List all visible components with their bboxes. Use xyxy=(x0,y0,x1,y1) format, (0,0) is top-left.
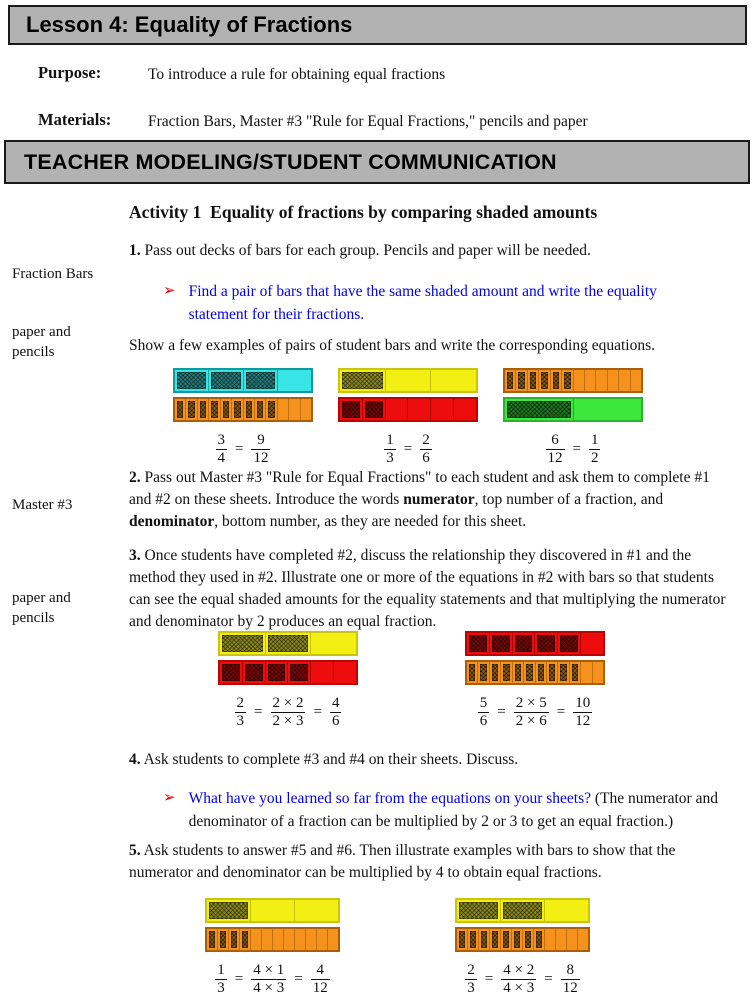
activity-title: Activity 1 Equality of fractions by comparing shaded amounts xyxy=(129,202,598,222)
text-segment: Ask students to answer #5 and #6. Then illustrate examples with bars to show that the numerator and denominator can be multiplied by 4 to obtain equal fractions. xyxy=(129,842,676,881)
bar-cell xyxy=(278,399,289,420)
purpose-text: To introduce a rule for obtaining equal fractions xyxy=(148,66,446,83)
bar-cell xyxy=(593,662,603,683)
denominator: 12 xyxy=(547,450,563,467)
yellow-fraction-bar xyxy=(205,898,340,923)
denominator: 3 xyxy=(236,713,245,730)
fraction-bar-pair xyxy=(465,631,605,731)
fraction xyxy=(420,432,432,468)
step-2 xyxy=(129,467,729,533)
bar-cell xyxy=(284,929,295,950)
bar-cell xyxy=(545,900,588,921)
fraction-bar-pair xyxy=(173,368,313,468)
bar-cell xyxy=(551,370,562,391)
fraction xyxy=(561,962,580,998)
shaded-cell-pattern xyxy=(222,635,263,652)
shaded-cell-pattern xyxy=(536,931,542,948)
shaded-cell-pattern xyxy=(572,664,578,681)
fraction-bar-group-2 xyxy=(218,631,605,731)
text-segment: What have you learned so far from the equations on your sheets? xyxy=(188,790,592,807)
shaded-cell-pattern xyxy=(246,401,252,418)
shaded-cell-pattern xyxy=(514,931,520,948)
bar-cell xyxy=(328,929,338,950)
section-header-title: TEACHER MODELING/STUDENT COMMUNICATION xyxy=(24,149,557,174)
bar-cell xyxy=(535,633,558,654)
numerator: 2 xyxy=(467,962,475,978)
numerator: 1 xyxy=(590,432,599,448)
shaded-cell-pattern xyxy=(515,664,521,681)
shaded-cell-pattern xyxy=(188,401,194,418)
shaded-cell-pattern xyxy=(518,372,524,389)
margin-label-fraction-bars: Fraction Bars xyxy=(12,266,94,282)
text-segment: Ask students to complete #3 and #4 on their sheets. Discuss. xyxy=(140,751,519,768)
shaded-cell-pattern xyxy=(469,635,487,652)
red-fraction-bar xyxy=(338,397,478,422)
step-number: 2. xyxy=(129,469,141,486)
shaded-cell-pattern xyxy=(492,635,510,652)
bar-cell xyxy=(295,929,306,950)
shaded-cell-pattern xyxy=(223,401,229,418)
shaded-cell-pattern xyxy=(231,931,237,948)
shaded-cell-pattern xyxy=(220,931,226,948)
fraction-equation xyxy=(455,962,590,998)
bar-cell xyxy=(501,929,512,950)
text-segment: , top number of a fraction, and xyxy=(474,491,664,508)
shaded-cell-pattern xyxy=(234,401,240,418)
fraction xyxy=(478,695,490,731)
fraction-bar-pair xyxy=(338,368,478,468)
bar-cell xyxy=(340,370,386,391)
shaded-cell-pattern xyxy=(492,664,498,681)
bar-cell xyxy=(490,929,501,950)
fraction xyxy=(546,432,565,468)
step-number: 5. xyxy=(129,842,141,859)
bar-cell xyxy=(570,662,581,683)
equals-sign: = xyxy=(403,441,413,458)
shaded-cell-pattern xyxy=(560,635,578,652)
red-fraction-bar xyxy=(465,631,605,656)
numerator: 9 xyxy=(257,432,265,448)
denominator: 12 xyxy=(575,713,591,730)
bar-cell xyxy=(523,929,534,950)
bar-cell xyxy=(558,633,581,654)
bar-cell xyxy=(288,662,311,683)
bar-cell xyxy=(513,662,524,683)
fraction-equation xyxy=(338,432,478,468)
bullet-text xyxy=(189,787,725,833)
shaded-cell-pattern xyxy=(564,372,570,389)
shaded-cell-pattern xyxy=(209,931,215,948)
shaded-cell-pattern xyxy=(177,372,206,389)
shaded-cell-pattern xyxy=(492,931,498,948)
equals-sign: = xyxy=(294,971,303,988)
yellow-fraction-bar xyxy=(338,368,478,393)
fraction xyxy=(465,962,477,998)
purpose-label: Purpose: xyxy=(38,63,102,82)
arrow-bullet-icon: ➢ xyxy=(163,283,176,299)
shaded-cell-pattern xyxy=(246,372,275,389)
shaded-cell-pattern xyxy=(525,931,531,948)
bar-cell xyxy=(243,662,266,683)
numerator: 6 xyxy=(551,432,559,448)
bullet-text xyxy=(189,280,711,326)
bar-cell xyxy=(220,662,243,683)
shaded-cell-pattern xyxy=(538,664,544,681)
denominator: 3 xyxy=(217,980,225,997)
bar-cell xyxy=(490,633,513,654)
equals-sign: = xyxy=(235,441,244,458)
denominator: 3 xyxy=(467,980,475,997)
denominator: 4 × 3 xyxy=(253,980,285,997)
equals-sign: = xyxy=(313,704,322,721)
fraction xyxy=(573,695,592,731)
numerator: 3 xyxy=(217,432,226,448)
bar-cell xyxy=(386,370,432,391)
bar-cell xyxy=(567,929,578,950)
cyan-fraction-bar xyxy=(173,368,313,393)
bar-cell xyxy=(581,662,592,683)
yellow-fraction-bar xyxy=(455,898,590,923)
shaded-cell-pattern xyxy=(459,931,465,948)
bar-cell xyxy=(512,929,523,950)
shaded-cell-pattern xyxy=(257,401,263,418)
bar-cell xyxy=(198,399,209,420)
fraction xyxy=(311,962,330,998)
shaded-cell-pattern xyxy=(242,931,248,948)
bar-cell xyxy=(619,370,630,391)
shaded-cell-pattern xyxy=(222,664,240,681)
shaded-cell-pattern xyxy=(507,372,513,389)
equals-sign: = xyxy=(556,704,566,721)
bar-cell xyxy=(431,370,476,391)
text-segment: Once students have completed #2, discuss the relationship they discovered in #1 and the method they used in #2. Illustrate one or more of the equations in #2 with bars so that students can see the equal shaded amounts for the equality statements and that multiplying the numerator and denominator by 2 produces an equal fraction. xyxy=(129,547,726,630)
denominator: 12 xyxy=(253,450,269,467)
bar-cell xyxy=(289,399,300,420)
bar-cell xyxy=(278,370,311,391)
shaded-cell-pattern xyxy=(177,401,183,418)
bar-cell xyxy=(501,900,545,921)
fraction xyxy=(384,432,396,468)
text-segment: , bottom number, as they are needed for this sheet. xyxy=(214,513,527,530)
bar-cell xyxy=(505,370,516,391)
text-segment: (The numerator and denominator of a fraction can be multiplied by 2 or 3 to get an equal fraction.) xyxy=(188,790,718,830)
shaded-cell-pattern xyxy=(200,401,206,418)
bar-cell xyxy=(266,633,312,654)
bar-cell xyxy=(363,399,386,420)
fraction-equation xyxy=(465,695,605,731)
numerator: 4 × 1 xyxy=(253,962,285,978)
numerator: 2 xyxy=(236,695,245,711)
bar-cell xyxy=(490,662,501,683)
orange-fraction-bar xyxy=(465,660,605,685)
numerator: 2 × 2 xyxy=(272,695,304,711)
bar-cell xyxy=(301,399,311,420)
bar-cell xyxy=(479,929,490,950)
bar-cell xyxy=(631,370,641,391)
denominator: 2 × 3 xyxy=(272,713,304,730)
fraction-equation xyxy=(173,432,313,468)
step-number: 4. xyxy=(129,751,141,768)
fraction-bar-pair xyxy=(205,898,340,998)
denominator: 6 xyxy=(479,713,488,730)
bar-cell xyxy=(457,929,468,950)
bar-cell xyxy=(209,370,243,391)
denominator: 3 xyxy=(386,450,394,467)
fraction-bar-pair xyxy=(218,631,358,731)
bar-cell xyxy=(340,399,363,420)
bar-cell xyxy=(457,900,501,921)
bar-cell xyxy=(545,929,556,950)
numerator: 1 xyxy=(386,432,394,448)
shaded-cell-pattern xyxy=(503,931,509,948)
fraction xyxy=(235,695,247,731)
denominator: 4 xyxy=(217,450,226,467)
shaded-cell-pattern xyxy=(503,902,542,919)
shaded-cell-pattern xyxy=(268,401,274,418)
bar-cell xyxy=(505,399,574,420)
shaded-cell-pattern xyxy=(541,372,547,389)
numerator: 8 xyxy=(566,962,574,978)
margin-label-paper-pencils-1: paper and pencils xyxy=(12,324,71,360)
equals-sign: = xyxy=(234,971,244,988)
bar-cell xyxy=(454,399,476,420)
step-5 xyxy=(129,840,741,884)
fraction-equation xyxy=(205,962,340,998)
shaded-cell-pattern xyxy=(537,635,555,652)
bar-cell xyxy=(218,929,229,950)
arrow-bullet-icon: ➢ xyxy=(163,790,176,806)
shaded-cell-pattern xyxy=(503,664,509,681)
text-segment: numerator xyxy=(403,491,475,508)
bar-cell xyxy=(534,929,545,950)
text-segment: Pass out Master #3 "Rule for Equal Fractions" to each student and ask them to complete #1 and #2 on these sheets. Introduce the words xyxy=(129,469,710,508)
denominator: 12 xyxy=(562,980,578,997)
shaded-cell-pattern xyxy=(211,401,217,418)
bar-cell xyxy=(317,929,328,950)
discussion-prompt-2 xyxy=(163,787,725,833)
bar-cell xyxy=(539,370,550,391)
numerator: 10 xyxy=(575,695,591,711)
fraction xyxy=(501,962,536,998)
bar-cell xyxy=(513,633,536,654)
bar-cell xyxy=(578,929,588,950)
shaded-cell-pattern xyxy=(549,664,555,681)
text-segment: Find a pair of bars that have the same shaded amount and write the equality statement for their fractions. xyxy=(188,283,657,323)
fraction xyxy=(271,695,306,731)
bar-cell xyxy=(229,929,240,950)
fraction xyxy=(514,695,549,731)
bar-cell xyxy=(562,370,573,391)
bar-cell xyxy=(585,370,596,391)
fraction xyxy=(589,432,601,468)
denominator: 6 xyxy=(331,713,340,730)
materials-label: Materials: xyxy=(38,110,112,129)
bar-cell xyxy=(556,929,567,950)
numerator: 2 × 5 xyxy=(515,695,547,711)
shaded-cell-pattern xyxy=(526,664,532,681)
bar-cell xyxy=(547,662,558,683)
denominator: 2 xyxy=(590,450,599,467)
bar-cell xyxy=(244,399,255,420)
section-header-bar xyxy=(4,140,750,184)
equals-sign: = xyxy=(544,971,553,988)
shaded-cell-pattern xyxy=(342,372,383,389)
bar-cell xyxy=(558,662,569,683)
fraction xyxy=(251,432,270,468)
text-segment: denominator xyxy=(129,513,215,530)
numerator: 4 × 2 xyxy=(503,962,535,978)
bar-cell xyxy=(244,370,278,391)
orange-fraction-bar xyxy=(455,927,590,952)
show-examples-text: Show a few examples of pairs of student bars and write the corresponding equations. xyxy=(129,337,656,354)
shaded-cell-pattern xyxy=(290,664,308,681)
text-segment: Pass out decks of bars for each group. Pencils and paper will be needed. xyxy=(140,242,591,259)
materials-text: Fraction Bars, Master #3 "Rule for Equal Fractions," pencils and paper xyxy=(148,113,588,130)
bar-cell xyxy=(501,662,512,683)
fraction xyxy=(216,432,228,468)
bar-cell xyxy=(467,633,490,654)
shaded-cell-pattern xyxy=(560,664,566,681)
red-fraction-bar xyxy=(218,660,358,685)
bar-cell xyxy=(478,662,489,683)
denominator: 12 xyxy=(312,980,328,997)
equals-sign: = xyxy=(254,704,263,721)
bar-cell xyxy=(295,900,338,921)
equals-sign: = xyxy=(484,971,494,988)
bar-cell xyxy=(581,633,603,654)
bar-cell xyxy=(240,929,251,950)
numerator: 1 xyxy=(217,962,225,978)
shaded-cell-pattern xyxy=(469,664,475,681)
numerator: 4 xyxy=(331,695,340,711)
step-number: 3. xyxy=(129,547,141,564)
page-title: Lesson 4: Equality of Fractions xyxy=(26,12,353,37)
bar-cell xyxy=(186,399,197,420)
bar-cell xyxy=(266,399,277,420)
yellow-fraction-bar xyxy=(218,631,358,656)
shaded-cell-pattern xyxy=(209,902,248,919)
lesson-title-bar xyxy=(8,5,747,45)
bar-cell xyxy=(207,929,218,950)
bar-cell xyxy=(175,399,186,420)
shaded-cell-pattern xyxy=(553,372,559,389)
fraction xyxy=(215,962,227,998)
shaded-cell-pattern xyxy=(507,401,571,418)
bar-cell xyxy=(468,929,479,950)
shaded-cell-pattern xyxy=(481,931,487,948)
bar-cell xyxy=(207,900,251,921)
step-number: 1. xyxy=(129,242,141,259)
denominator: 6 xyxy=(422,450,430,467)
green-fraction-bar xyxy=(503,397,643,422)
fraction-bar-group-3 xyxy=(205,898,590,998)
equals-sign: = xyxy=(572,441,581,458)
bar-cell xyxy=(408,399,431,420)
bar-cell xyxy=(516,370,527,391)
bar-cell xyxy=(311,662,334,683)
shaded-cell-pattern xyxy=(530,372,536,389)
bar-cell xyxy=(596,370,607,391)
bar-cell xyxy=(175,370,209,391)
margin-label-master-3: Master #3 xyxy=(12,497,73,513)
shaded-cell-pattern xyxy=(268,664,286,681)
orange-fraction-bar xyxy=(205,927,340,952)
shaded-cell-pattern xyxy=(365,401,383,418)
fraction-equation xyxy=(218,695,358,731)
bar-cell xyxy=(306,929,317,950)
step-1 xyxy=(129,240,729,262)
fraction xyxy=(251,962,286,998)
fraction-bar-pair xyxy=(455,898,590,998)
equals-sign: = xyxy=(497,704,506,721)
shaded-cell-pattern xyxy=(459,902,498,919)
bar-cell xyxy=(524,662,535,683)
shaded-cell-pattern xyxy=(470,931,476,948)
numerator: 4 xyxy=(316,962,324,978)
bar-cell xyxy=(262,929,273,950)
orange-fraction-bar xyxy=(503,368,643,393)
denominator: 2 × 6 xyxy=(515,713,547,730)
step-4 xyxy=(129,749,729,771)
bar-cell xyxy=(311,633,356,654)
shaded-cell-pattern xyxy=(342,401,360,418)
shaded-cell-pattern xyxy=(480,664,486,681)
bar-cell xyxy=(221,399,232,420)
bar-cell xyxy=(255,399,266,420)
bar-cell xyxy=(528,370,539,391)
bar-cell xyxy=(574,370,585,391)
step-3 xyxy=(129,545,731,633)
bar-cell xyxy=(209,399,220,420)
bar-cell xyxy=(273,929,284,950)
shaded-cell-pattern xyxy=(268,635,309,652)
bar-cell xyxy=(251,929,262,950)
shaded-cell-pattern xyxy=(245,664,263,681)
bar-cell xyxy=(220,633,266,654)
margin-label-paper-pencils-2: paper and pencils xyxy=(12,590,71,626)
bar-cell xyxy=(386,399,409,420)
shaded-cell-pattern xyxy=(211,372,240,389)
fraction-bar-group-1 xyxy=(173,368,643,468)
bar-cell xyxy=(232,399,243,420)
bar-cell xyxy=(467,662,478,683)
orange-fraction-bar xyxy=(173,397,313,422)
denominator: 4 × 3 xyxy=(503,980,535,997)
bar-cell xyxy=(334,662,356,683)
fraction xyxy=(330,695,342,731)
numerator: 5 xyxy=(479,695,488,711)
bar-cell xyxy=(608,370,619,391)
bar-cell xyxy=(251,900,295,921)
bar-cell xyxy=(266,662,289,683)
bar-cell xyxy=(574,399,642,420)
bar-cell xyxy=(536,662,547,683)
fraction-bar-pair xyxy=(503,368,643,468)
shaded-cell-pattern xyxy=(515,635,533,652)
bar-cell xyxy=(431,399,454,420)
fraction-equation xyxy=(503,432,643,468)
discussion-prompt-1 xyxy=(163,280,711,326)
numerator: 2 xyxy=(422,432,430,448)
